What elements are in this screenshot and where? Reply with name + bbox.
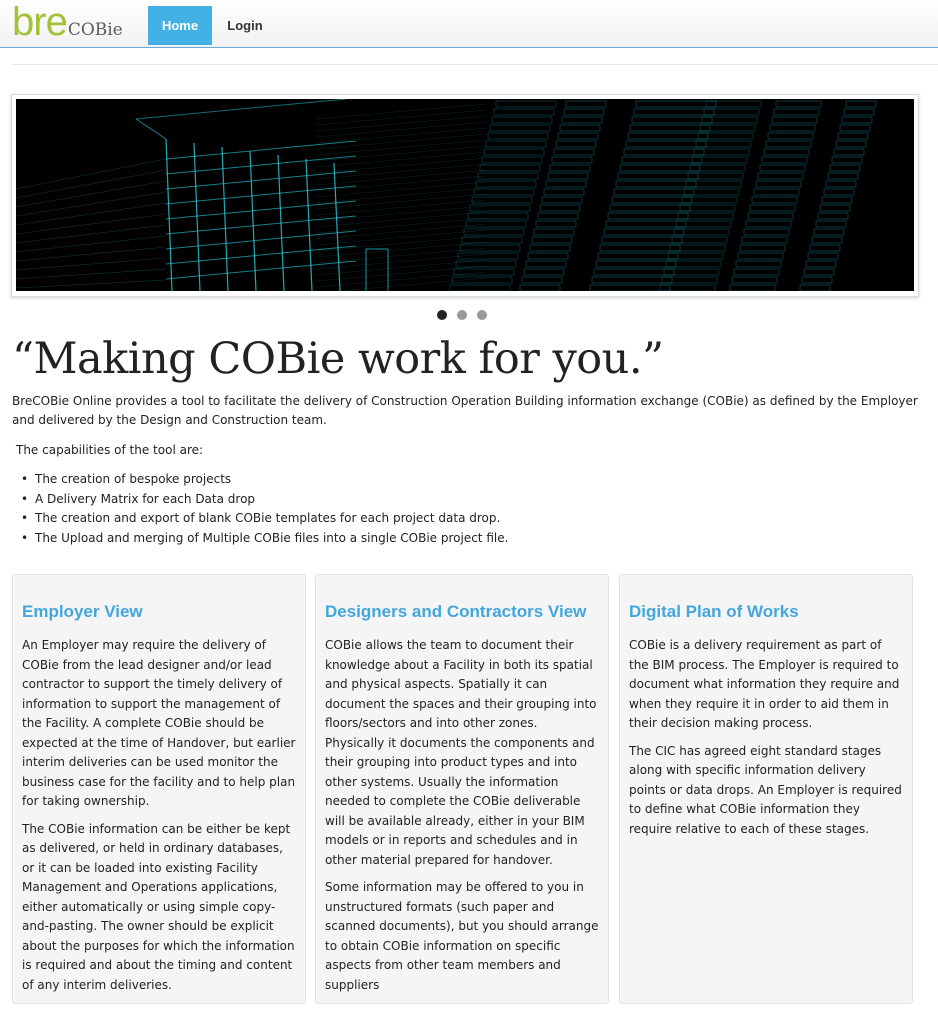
- intro-paragraph: BreCOBie Online provides a tool to facilitate the delivery of Construction Operation Building information exchange (COBie) as defined by the Employer and delivered by the Design and Construction team.: [12, 394, 918, 427]
- card-paragraph: The COBie information can be either be kept as delivered, or held in ordinary databases, or it can be loaded into existing Facility Management and Operations applications, either automatically or using simple copy-and-pasting. The owner should be explicit about the purposes for which the information is required and about the timing and content of any interim deliveries.: [22, 821, 295, 992]
- brand-sub-text: COBie: [67, 20, 123, 40]
- card-title: Digital Plan of Works: [629, 602, 799, 621]
- brand-logo[interactable]: [12, 2, 123, 44]
- designers-contractors-view-card: [315, 574, 609, 1004]
- list-item: • The creation of bespoke projects: [16, 470, 508, 490]
- employer-view-card: [12, 574, 306, 1004]
- card-paragraph: The CIC has agreed eight standard stages along with specific information delivery points or data drops. An Employer is required to define what COBie information they require relative to each of these stages.: [629, 743, 902, 836]
- card-paragraph: An Employer may require the delivery of COBie from the lead designer and/or lead contractor to support the timely delivery of information to support the management of the Facility. A complete COBie should be expected at the time of Handover, but earlier interim deliveries can be used monitor the business case for the facility and to help plan for taking ownership.: [22, 638, 296, 808]
- page-headline: “Making COBie work for you.”: [12, 334, 664, 384]
- carousel-indicators: [437, 310, 497, 322]
- navbar: [0, 0, 938, 48]
- carousel-dot-3[interactable]: [477, 310, 487, 320]
- brand-main-text: bre: [12, 0, 67, 44]
- hero-carousel[interactable]: [11, 94, 919, 297]
- card-paragraph: COBie allows the team to document their knowledge about a Facility in both its spatial and physical aspects. Spatially it can document the spaces and their grouping into floors/sectors and into other zones. Physically it documents the components and their grouping into product types and into other systems. Usually the information needed to complete the COBie deliverable will be available already, either in your BIM models or in reports and schedules and in other material prepared for handover.: [325, 638, 597, 867]
- digital-plan-of-works-card: [619, 574, 913, 1004]
- card-title: Employer View: [22, 602, 143, 621]
- capabilities-title: The capabilities of the tool are:: [16, 443, 204, 457]
- capabilities-list: [16, 470, 508, 548]
- card-paragraph: COBie is a delivery requirement as part of the BIM process. The Employer is required to document what information they require and when they require it in order to aid them in their decision making process.: [629, 638, 900, 730]
- nav-home-link[interactable]: Home: [148, 6, 212, 45]
- carousel-dot-1[interactable]: [437, 310, 447, 320]
- divider: [12, 64, 938, 65]
- list-item: • The creation and export of blank COBie templates for each project data drop.: [16, 509, 508, 529]
- carousel-slide-image: [16, 99, 914, 291]
- wireframe-building-illustration: [16, 99, 914, 291]
- list-item: • The Upload and merging of Multiple COBie files into a single COBie project file.: [16, 529, 508, 549]
- nav-login-link[interactable]: Login: [227, 18, 263, 33]
- carousel-dot-2[interactable]: [457, 310, 467, 320]
- card-paragraph: Some information may be offered to you in unstructured formats (such paper and scanned documents), but you should arrange to obtain COBie information on specific aspects from other team members and suppliers: [325, 880, 599, 992]
- list-item: • A Delivery Matrix for each Data drop: [16, 490, 508, 510]
- card-title: Designers and Contractors View: [325, 602, 587, 621]
